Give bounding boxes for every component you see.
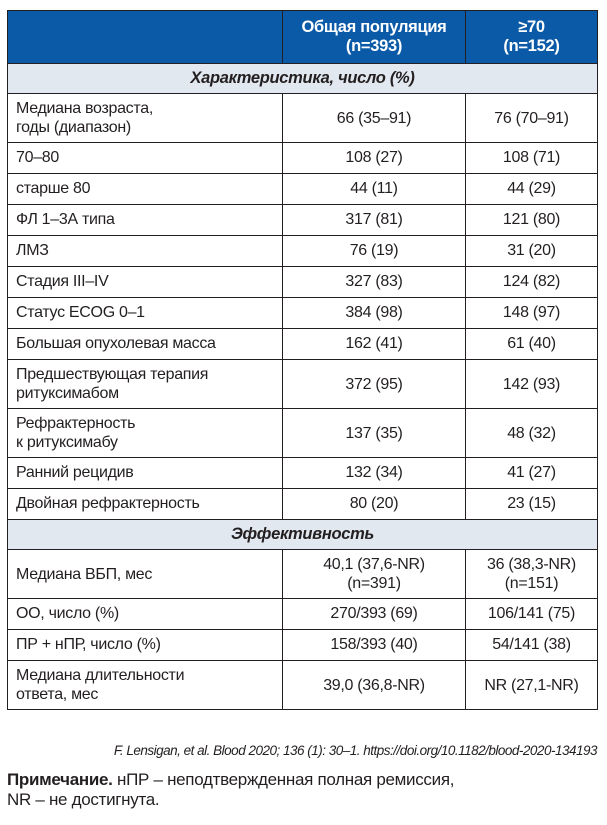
row-label [8,630,283,661]
row-label-line: ОО, число (%) [16,605,119,622]
header-total-n: (n=393) [345,37,403,55]
footnote-text-2: NR – не достигнута. [7,790,160,809]
table-row [8,489,598,520]
value-total: 80 (20) [283,489,466,520]
value-age70: 41 (27) [466,458,598,489]
table-row [8,236,598,267]
header-age70 [466,11,598,64]
value-age70: 76 (70–91) [466,94,598,143]
value-total: 158/393 (40) [283,630,466,661]
section-title: Характеристика, число (%) [8,64,598,94]
table-row [8,174,598,205]
row-label [8,236,283,267]
row-label-line: Медиана ВБП, мес [16,565,153,583]
row-label-line: Статус ECOG 0–1 [16,304,145,321]
value-total: 132 (34) [283,458,466,489]
source-citation: F. Lensigan, et al. Blood 2020; 136 (1): 30–1. https://doi.org/10.1182/blood-2020-134193 [113,743,597,758]
row-label-line: ПР + нПР, число (%) [16,636,161,653]
value-total: 137 (35) [283,409,466,458]
value-age70-line: 36 (38,3-NR) [487,556,576,573]
row-label-line: Двойная рефрактерность [16,495,200,512]
value-total: 270/393 (69) [283,599,466,630]
row-label [8,599,283,630]
row-label-line: Большая опухолевая масса [16,335,216,352]
value-age70: 124 (82) [466,267,598,298]
table-row [8,360,598,409]
row-label [8,329,283,360]
row-label-line: Медиана возраста, [16,100,153,117]
header-age70-title: ≥70 [518,18,545,36]
row-label-line: Медиана длительности [16,667,185,684]
value-age70: 44 (29) [466,174,598,205]
table-row [8,94,598,143]
table-row [8,267,598,298]
value-total: 66 (35–91) [283,94,466,143]
table-header-row [8,11,598,64]
row-label [8,409,283,458]
value-total: 76 (19) [283,236,466,267]
section-title: Эффективность [8,520,598,550]
value-total: 44 (11) [283,174,466,205]
value-total [283,550,466,599]
value-total: 108 (27) [283,143,466,174]
value-total: 162 (41) [283,329,466,360]
row-label [8,174,283,205]
value-age70: 31 (20) [466,236,598,267]
row-label [8,205,283,236]
table-row [8,298,598,329]
footnote-text-1: нПР – неподтвержденная полная ремиссия, [112,770,455,789]
row-label-line: Стадия III–IV [16,273,109,290]
value-total: 372 (95) [283,360,466,409]
section-row [8,520,598,550]
table-row [8,205,598,236]
table-body [8,64,598,710]
header-total-title: Общая популяция [301,18,447,36]
row-label-line: ЛМЗ [16,242,49,259]
data-table [7,10,598,710]
table-row [8,458,598,489]
value-age70: 148 (97) [466,298,598,329]
row-label-line: ритуксимабом [16,385,119,402]
row-label-line: к ритуксимабу [16,434,118,451]
value-age70: 108 (71) [466,143,598,174]
section-row [8,64,598,94]
table-row [8,329,598,360]
value-total-line: 40,1 (37,6-NR) [323,556,425,573]
value-total: 327 (83) [283,267,466,298]
row-label [8,661,283,710]
row-label-line: старше 80 [16,180,91,197]
row-label [8,489,283,520]
row-label [8,298,283,329]
table-row [8,143,598,174]
row-label [8,94,283,143]
table-row [8,550,598,599]
row-label [8,458,283,489]
row-label [8,143,283,174]
value-total: 384 (98) [283,298,466,329]
row-label [8,360,283,409]
header-empty-cell [8,11,283,64]
row-label [8,267,283,298]
row-label [8,550,283,599]
row-label-line: Предшествующая терапия [16,366,209,383]
value-age70-line: (n=151) [504,575,559,592]
table-row [8,630,598,661]
row-label-line: годы (диапазон) [16,119,131,136]
table-row [8,409,598,458]
value-age70: 121 (80) [466,205,598,236]
value-age70: 106/141 (75) [466,599,598,630]
header-total-population [283,11,466,64]
row-label-line: ФЛ 1–3А типа [16,211,115,228]
table-row [8,661,598,710]
value-age70: 54/141 (38) [466,630,598,661]
table-row [8,599,598,630]
value-age70: 23 (15) [466,489,598,520]
row-label-line: ответа, мес [16,686,99,703]
value-total: 317 (81) [283,205,466,236]
value-total-line: (n=391) [347,575,401,592]
value-total: 39,0 (36,8-NR) [283,661,466,710]
footnote-label: Примечание. [7,770,113,789]
value-age70: 142 (93) [466,360,598,409]
header-age70-n: (n=152) [503,37,560,55]
row-label-line: Ранний рецидив [16,464,134,481]
value-age70 [466,550,598,599]
value-age70: 48 (32) [466,409,598,458]
footnote [7,770,454,810]
value-age70: NR (27,1-NR) [466,661,598,710]
row-label-line: 70–80 [16,149,59,166]
row-label-line: Рефрактерность [16,415,136,432]
value-age70: 61 (40) [466,329,598,360]
